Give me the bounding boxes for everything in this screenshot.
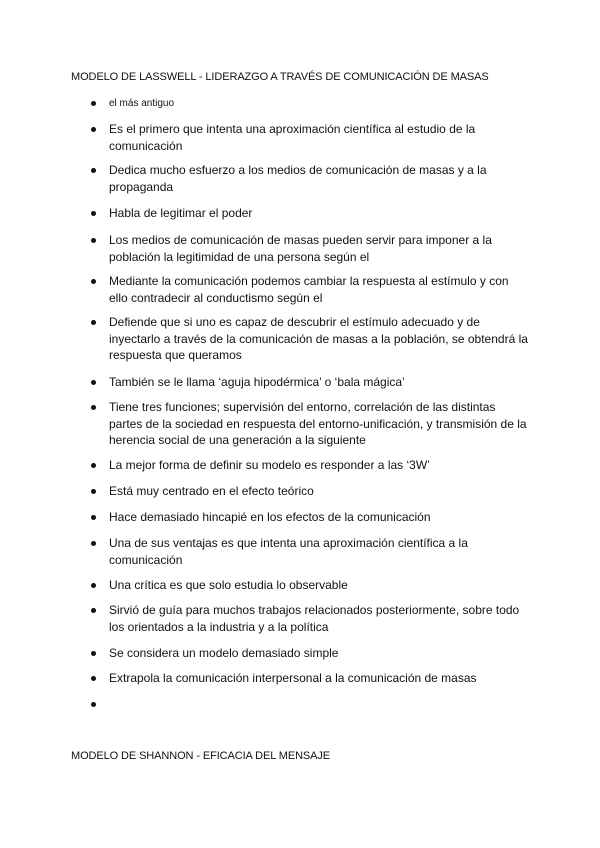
list-item	[109, 314, 529, 364]
section-heading-lasswell: MODELO DE LASSWELL - LIDERAZGO A TRAVÉS DE COMUNICACIÓN DE MASAS	[71, 71, 489, 83]
bullet-icon	[91, 320, 96, 325]
list-item-text: el más antiguo	[109, 98, 175, 109]
list-item-text: Mediante la comunicación podemos cambiar la respuesta al estímulo y con ello contradecir al conductismo según el	[109, 274, 509, 305]
bullet-icon	[91, 651, 96, 656]
bullet-icon	[91, 463, 96, 468]
bullet-icon	[91, 583, 96, 588]
bullet-icon	[91, 238, 96, 243]
bullet-icon	[91, 211, 96, 216]
list-item-text: Es el primero que intenta una aproximación científica al estudio de la comunicación	[109, 122, 476, 153]
list-item	[109, 162, 529, 195]
bullet-icon	[91, 676, 96, 681]
bullet-icon	[91, 127, 96, 132]
list-item-text: Se considera un modelo demasiado simple	[109, 646, 339, 660]
list-item-text: Está muy centrado en el efecto teórico	[109, 484, 314, 498]
list-item	[109, 535, 529, 568]
list-item-text: Dedica mucho esfuerzo a los medios de comunicación de masas y a la propaganda	[109, 163, 487, 194]
list-item	[109, 374, 529, 391]
list-item-text: Una de sus ventajas es que intenta una aproximación científica a la comunicación	[109, 536, 468, 567]
list-item-text: La mejor forma de definir su modelo es responder a las ‘3W’	[109, 458, 430, 472]
list-item	[109, 577, 529, 594]
list-item	[109, 602, 529, 635]
list-item	[109, 121, 529, 154]
bullet-icon	[91, 279, 96, 284]
list-item	[109, 645, 529, 662]
list-item-text: Extrapola la comunicación interpersonal a la comunicación de masas	[109, 671, 477, 685]
bullet-icon	[91, 101, 96, 106]
list-item-text: Defiende que si uno es capaz de descubrir el estímulo adecuado y de inyectarlo a través de la comunicación de masas a la población, se obtendrá la respuesta que queramos	[109, 315, 528, 362]
list-item	[109, 483, 529, 500]
list-item	[109, 232, 529, 265]
list-item-text: Sirvió de guía para muchos trabajos relacionados posteriormente, sobre todo los orientados a la industria y a la política	[109, 603, 520, 634]
list-item	[109, 509, 529, 526]
list-item-text: También se le llama ‘aguja hipodérmica’ o ‘bala mágica’	[109, 375, 405, 389]
section-heading-shannon: MODELO DE SHANNON - EFICACIA DEL MENSAJE	[71, 750, 331, 762]
bullet-icon	[91, 380, 96, 385]
bullet-icon	[91, 405, 96, 410]
list-item	[109, 670, 529, 687]
bullet-icon	[91, 702, 96, 707]
list-item	[109, 399, 529, 449]
bullet-icon	[91, 515, 96, 520]
bullet-icon	[91, 608, 96, 613]
list-item-text: Una crítica es que solo estudia lo observable	[109, 578, 348, 592]
list-item-text: Habla de legitimar el poder	[109, 206, 253, 220]
list-item	[109, 457, 529, 474]
list-item	[109, 273, 529, 306]
bullet-icon	[91, 541, 96, 546]
bullet-icon	[91, 168, 96, 173]
list-item	[109, 205, 529, 222]
list-item-text: Tiene tres funciones; supervisión del entorno, correlación de las distintas partes de la sociedad en respuesta del entorno-unificación, y transmisión de la herencia social de una generación a la siguiente	[109, 400, 527, 447]
list-item-text: Los medios de comunicación de masas pueden servir para imponer a la población la legitimidad de una persona según el	[109, 233, 492, 264]
list-item	[109, 97, 529, 111]
list-item-text: Hace demasiado hincapié en los efectos de la comunicación	[109, 510, 431, 524]
bullet-icon	[91, 489, 96, 494]
